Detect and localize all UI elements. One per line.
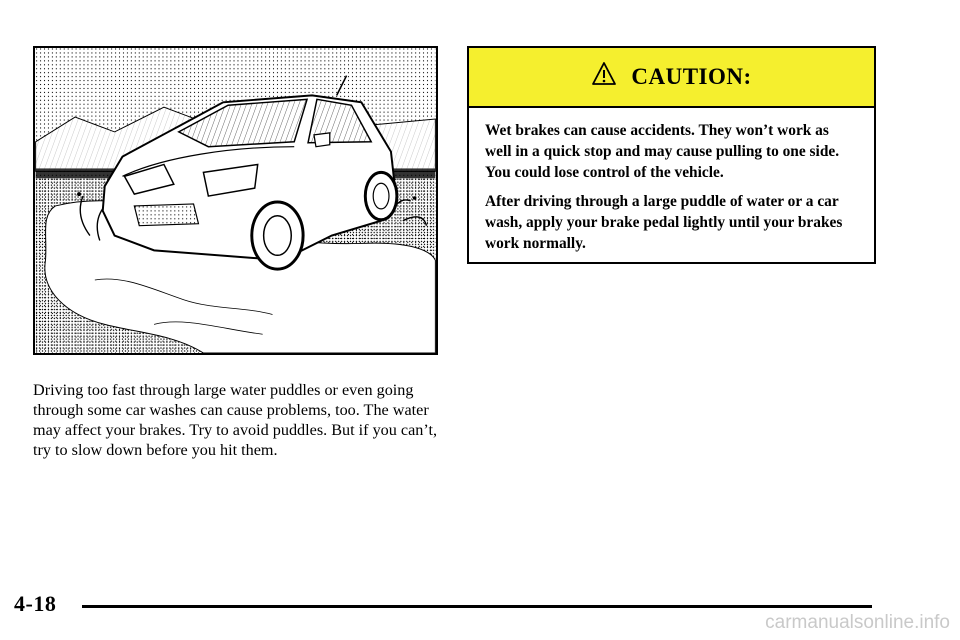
- caution-body: [469, 108, 874, 254]
- watermark-text: carmanualsonline.info: [765, 612, 950, 633]
- caution-paragraph: After driving through a large puddle of water or a car wash, apply your brake pedal lightly until your brakes work normally.: [485, 193, 843, 252]
- caution-title: CAUTION:: [631, 64, 752, 89]
- caution-paragraph: Wet brakes can cause accidents. They won’t work as well in a quick stop and may cause pulling to one side. You could lose control of the vehicle.: [485, 122, 840, 181]
- caution-box: [467, 46, 876, 264]
- caution-header: [469, 48, 874, 108]
- footer-rule: [82, 605, 872, 608]
- warning-triangle-icon: [591, 61, 617, 87]
- page-number: 4-18: [14, 591, 57, 616]
- car-puddle-illustration: [33, 46, 438, 355]
- body-paragraph: Driving too fast through large water puddles or even going through some car washes can cause problems, too. The water may affect your brakes. Try to avoid puddles. But if you can’t, try to slow down before you hit them.: [33, 381, 438, 459]
